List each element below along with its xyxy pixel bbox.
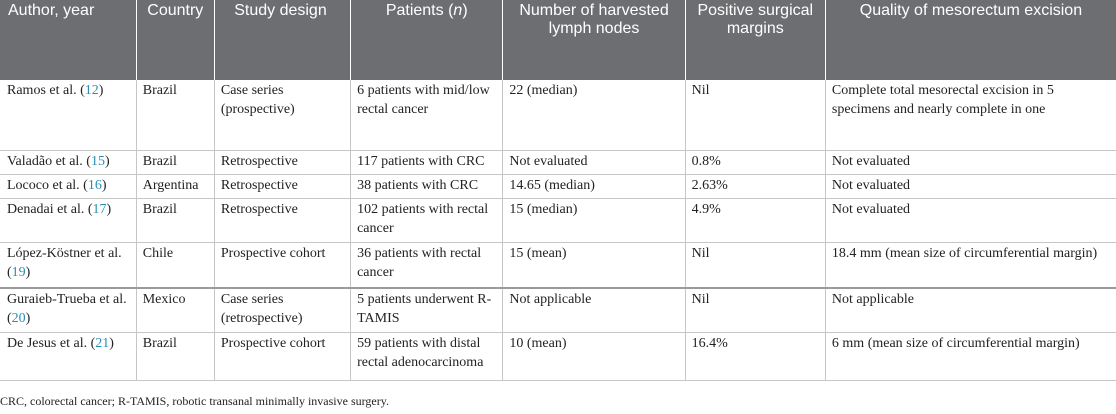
design-cell: Retrospective: [214, 174, 350, 198]
table-footnote: CRC, colorectal cancer; R-TAMIS, robotic transanal minimally invasive surgery.: [0, 394, 389, 408]
design-cell: Case series (retrospective): [214, 288, 350, 332]
design-cell: Prospective cohort: [214, 242, 350, 288]
header-lymph-nodes: Number of harvested lymph nodes: [503, 0, 685, 80]
table-row: [0, 242, 1116, 288]
design-cell: Prospective cohort: [214, 332, 350, 380]
reference-link[interactable]: 17: [92, 201, 107, 217]
table-row: [0, 288, 1116, 332]
table-row: [0, 80, 1116, 150]
author-cell: Guraieb-Trueba et al. (20): [0, 288, 136, 332]
table-row: [0, 174, 1116, 198]
patients-cell: 6 patients with mid/low rectal cancer: [351, 80, 503, 150]
quality-cell: Not evaluated: [825, 174, 1116, 198]
quality-cell: Not evaluated: [825, 198, 1116, 242]
patients-cell: 36 patients with rectal cancer: [351, 242, 503, 288]
reference-link[interactable]: 21: [95, 335, 110, 351]
quality-cell: Not applicable: [825, 288, 1116, 332]
margins-cell: Nil: [685, 242, 825, 288]
patients-cell: 59 patients with distal rectal adenocarcinoma: [351, 332, 503, 380]
country-cell: Mexico: [136, 288, 214, 332]
reference-link[interactable]: 19: [11, 264, 26, 280]
country-cell: Argentina: [136, 174, 214, 198]
patients-cell: 38 patients with CRC: [351, 174, 503, 198]
quality-cell: Not evaluated: [825, 150, 1116, 174]
lymph-nodes-cell: Not evaluated: [503, 150, 685, 174]
author-cell: Denadai et al. (17): [0, 198, 136, 242]
author-cell: De Jesus et al. (21): [0, 332, 136, 380]
table-row: [0, 150, 1116, 174]
lymph-nodes-cell: 15 (mean): [503, 242, 685, 288]
author-cell: López-Köstner et al. (19): [0, 242, 136, 288]
quality-cell: 6 mm (mean size of circumferential margin): [825, 332, 1116, 380]
margins-cell: Nil: [685, 80, 825, 150]
country-cell: Brazil: [136, 80, 214, 150]
design-cell: Retrospective: [214, 198, 350, 242]
author-cell: Ramos et al. (12): [0, 80, 136, 150]
margins-cell: 0.8%: [685, 150, 825, 174]
reference-link[interactable]: 12: [84, 83, 99, 98]
lymph-nodes-cell: 15 (median): [503, 198, 685, 242]
patients-cell: 117 patients with CRC: [351, 150, 503, 174]
margins-cell: 2.63%: [685, 174, 825, 198]
header-author: Author, year: [0, 0, 136, 80]
design-cell: Retrospective: [214, 150, 350, 174]
header-row: [0, 0, 1116, 80]
author-cell: Valadão et al. (15): [0, 150, 136, 174]
reference-link[interactable]: 15: [90, 153, 105, 169]
table-row: [0, 198, 1116, 242]
header-study-design: Study design: [214, 0, 350, 80]
lymph-nodes-cell: 22 (median): [503, 80, 685, 150]
country-cell: Brazil: [136, 150, 214, 174]
margins-cell: 16.4%: [685, 332, 825, 380]
reference-link[interactable]: 20: [11, 311, 26, 326]
header-country: Country: [136, 0, 214, 80]
margins-cell: 4.9%: [685, 198, 825, 242]
country-cell: Brazil: [136, 332, 214, 380]
author-cell: Lococo et al. (16): [0, 174, 136, 198]
header-margins: Positive surgical margins: [685, 0, 825, 80]
patients-cell: 102 patients with rectal cancer: [351, 198, 503, 242]
country-cell: Brazil: [136, 198, 214, 242]
lymph-nodes-cell: 14.65 (median): [503, 174, 685, 198]
table-row: [0, 332, 1116, 380]
patients-cell: 5 patients underwent R-TAMIS: [351, 288, 503, 332]
lymph-nodes-cell: 10 (mean): [503, 332, 685, 380]
header-mesorectum-quality: Quality of mesorectum excision: [825, 0, 1116, 80]
quality-cell: 18.4 mm (mean size of circumferential margin): [825, 242, 1116, 288]
design-cell: Case series (prospective): [214, 80, 350, 150]
lymph-nodes-cell: Not applicable: [503, 288, 685, 332]
reference-link[interactable]: 16: [87, 177, 102, 193]
country-cell: Chile: [136, 242, 214, 288]
quality-cell: Complete total mesorectal excision in 5 specimens and nearly complete in one: [825, 80, 1116, 150]
header-patients: Patients (n): [351, 0, 503, 80]
margins-cell: Nil: [685, 288, 825, 332]
